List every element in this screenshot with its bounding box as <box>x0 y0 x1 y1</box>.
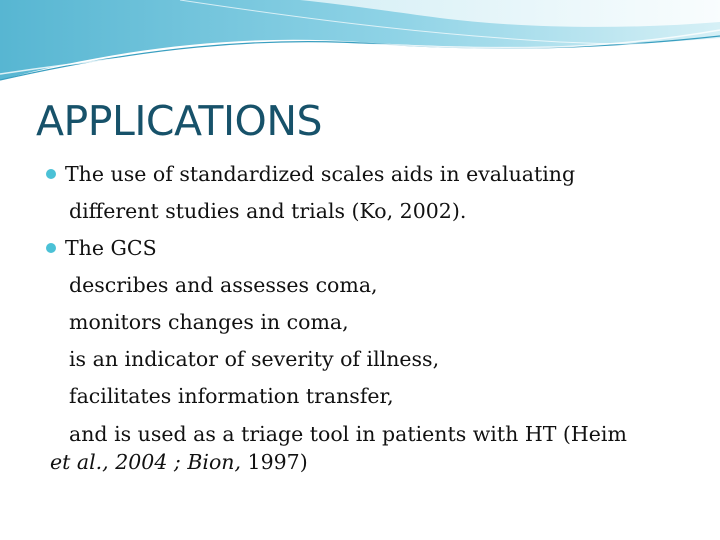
bullet-text: The use of standardized scales aids in evaluating <box>65 162 576 186</box>
citation-year: 1997) <box>241 450 308 474</box>
header-wave-decoration <box>0 0 720 90</box>
bullet-item <box>46 156 706 193</box>
bullet-item <box>46 230 706 267</box>
sub-line: describes and assesses coma, <box>69 273 378 297</box>
final-line-main: and is used as a triage tool in patients with HT (Heim <box>69 422 627 446</box>
bullet-dot-icon <box>46 243 56 253</box>
sub-line: facilitates information transfer, <box>69 384 394 408</box>
sub-line: is an indicator of severity of illness, <box>69 347 440 371</box>
bullet-dot-icon <box>46 169 56 179</box>
citation-italic: et al., 2004 ; Bion, <box>50 450 242 474</box>
sub-line-final <box>46 415 706 476</box>
bullet-text: The GCS <box>65 236 157 260</box>
bullet-continuation: different studies and trials (Ko, 2002). <box>69 199 467 223</box>
citation <box>46 448 706 476</box>
sub-line: monitors changes in coma, <box>69 310 349 334</box>
slide-title: APPLICATIONS <box>36 97 323 145</box>
slide-body <box>46 156 706 476</box>
